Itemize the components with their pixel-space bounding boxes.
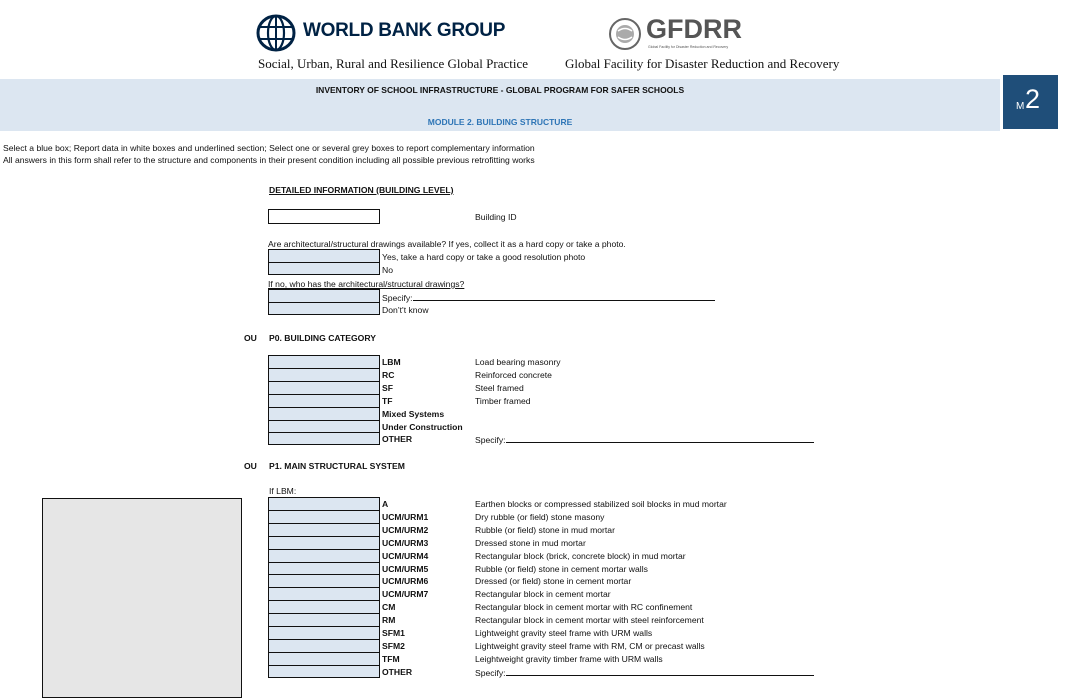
world-bank-name: WORLD BANK GROUP <box>303 20 506 41</box>
instruction-line-1: Select a blue box; Report data in white boxes and underlined section; Select one or several grey boxes to report complementary information <box>3 143 535 153</box>
p0-option-description-text: Reinforced concrete <box>475 369 552 380</box>
p1-option-description-text: Dressed (or field) stone in cement mortar <box>475 576 632 587</box>
p1-option-code: SFM2 <box>382 640 405 651</box>
gfdrr-globe-icon <box>608 17 642 51</box>
p1-blue-box[interactable] <box>268 497 380 678</box>
p1-option-code: TFM <box>382 653 400 664</box>
gfdrr-subtitle: Global Facility for Disaster Reduction and Recovery <box>565 56 840 71</box>
p1-row-divider <box>269 652 379 653</box>
p1-option-description-text: Lightweight gravity steel frame with URM walls <box>475 628 653 638</box>
p0-option-description-text: Steel framed <box>475 382 524 393</box>
p0-option-code: LBM <box>382 357 401 367</box>
p1-option-code: UCM/URM7 <box>382 589 429 600</box>
instruction-line-2: All answers in this form shall refer to the structure and components in their present condition including all possible previous retrofitting works <box>3 155 535 165</box>
p0-row-divider <box>269 368 379 369</box>
who-specify-row[interactable] <box>382 292 715 303</box>
p1-option-description-text: Specify: <box>475 667 506 678</box>
p1-option-description[interactable] <box>475 667 814 678</box>
p1-option-code: UCM/URM1 <box>382 511 429 522</box>
p1-row-divider <box>269 587 379 588</box>
detailed-heading: DETAILED INFORMATION (BUILDING LEVEL) <box>269 185 454 195</box>
module-badge <box>1003 75 1058 129</box>
p1-row-divider <box>269 549 379 550</box>
p1-option-description-text: Leightweight gravity timber frame with URM walls <box>475 653 663 664</box>
p1-option-description <box>475 512 604 522</box>
who-dont-know-label: Don’t't know <box>382 305 429 315</box>
p1-photo-grey-box[interactable] <box>42 498 242 698</box>
banner-title: INVENTORY OF SCHOOL INFRASTRUCTURE - GLOBAL PROGRAM FOR SAFER SCHOOLS <box>315 85 685 95</box>
p0-option-code: Under Construction <box>382 421 463 432</box>
p1-option-description <box>475 641 705 651</box>
p1-specify-line[interactable] <box>506 667 814 676</box>
p0-option-description <box>475 383 524 393</box>
who-specify-line[interactable] <box>413 292 715 301</box>
p1-option-description <box>475 525 615 535</box>
p1-option-code: OTHER <box>382 666 413 677</box>
p1-option-description <box>475 551 686 561</box>
p0-heading: P0. BUILDING CATEGORY <box>269 333 376 343</box>
p1-option-description-text: Rectangular block in cement mortar with steel reinforcement <box>475 615 704 626</box>
p0-option-description <box>475 396 531 406</box>
p1-ou-label: OU <box>244 461 257 471</box>
p1-option-code: UCM/URM2 <box>382 524 429 535</box>
p1-option-description <box>475 628 652 638</box>
drawings-question: Are architectural/structural drawings available? If yes, collect it as a hard copy or take a photo. <box>268 239 626 249</box>
gfdrr-tagline: Global Facility for Disaster Reduction and Recovery <box>648 45 729 49</box>
p1-option-description-text: Dressed stone in mud mortar <box>475 537 586 548</box>
p0-option-description[interactable] <box>475 434 814 445</box>
title-banner <box>0 79 1000 131</box>
p1-option-description <box>475 538 586 548</box>
p1-option-description-text: Earthen blocks or compressed stabilized soil blocks in mud mortar <box>475 499 727 509</box>
p0-row-divider <box>269 394 379 395</box>
p1-option-description <box>475 564 648 574</box>
p1-option-code: SFM1 <box>382 628 405 638</box>
p1-if-lbm: If LBM: <box>269 486 297 496</box>
globe-icon <box>255 14 297 52</box>
gfdrr-name: GFDRR <box>646 14 742 44</box>
p1-row-divider <box>269 665 379 666</box>
p1-option-description-text: Lightweight gravity steel frame with RM, CM or precast walls <box>475 640 705 651</box>
who-question: If no, who has the architectural/structural drawings? <box>268 279 465 289</box>
p1-option-code: UCM/URM6 <box>382 576 429 587</box>
module-badge-number: 2 <box>1025 84 1041 114</box>
p1-option-description <box>475 576 631 586</box>
p0-option-code: SF <box>382 382 393 393</box>
p1-option-description-text: Rubble (or field) stone in cement mortar walls <box>475 563 648 574</box>
p1-option-description <box>475 615 704 625</box>
p1-option-code: A <box>382 499 389 509</box>
p1-option-code: UCM/URM5 <box>382 563 429 574</box>
p0-ou-label: OU <box>244 333 257 343</box>
p1-option-description-text: Dry rubble (or field) stone masony <box>475 511 605 522</box>
p0-option-code: RC <box>382 369 395 380</box>
p1-option-description-text: Rectangular block in cement mortar with RC confinement <box>475 602 693 613</box>
p1-row-divider <box>269 626 379 627</box>
p0-option-description <box>475 357 561 367</box>
building-id-label: Building ID <box>475 212 517 222</box>
p1-row-divider <box>269 562 379 563</box>
p1-option-description-text: Rectangular block in cement mortar <box>475 589 611 600</box>
p0-row-divider <box>269 432 379 433</box>
p1-option-description <box>475 589 611 599</box>
module-badge-prefix: M <box>1016 101 1025 112</box>
p1-row-divider <box>269 600 379 601</box>
p1-option-description <box>475 499 727 509</box>
banner-module: MODULE 2. BUILDING STRUCTURE <box>427 117 573 127</box>
drawings-blue-box[interactable] <box>268 249 380 275</box>
gfdrr-logo <box>608 14 808 54</box>
p0-option-description <box>475 370 552 380</box>
p0-row-divider <box>269 407 379 408</box>
who-specify-label: Specify: <box>382 293 413 303</box>
p1-row-divider <box>269 639 379 640</box>
p1-option-code: UCM/URM3 <box>382 537 429 548</box>
drawings-no-label: No <box>382 265 393 275</box>
p0-row-divider <box>269 420 379 421</box>
p0-option-description-text: Specify: <box>475 435 506 446</box>
drawings-yes-label: Yes, take a hard copy or take a good resolution photo <box>382 252 586 262</box>
p1-row-divider <box>269 536 379 537</box>
p1-option-description-text: Rectangular block (brick, concrete block) in mud mortar <box>475 550 686 561</box>
p0-option-code: TF <box>382 395 393 406</box>
p1-option-description <box>475 654 663 664</box>
p1-option-code: UCM/URM4 <box>382 550 429 561</box>
p1-row-divider <box>269 574 379 575</box>
p1-option-description-text: Rubble (or field) stone in mud mortar <box>475 524 615 535</box>
p0-blue-box[interactable] <box>268 355 380 445</box>
who-blue-box[interactable] <box>268 289 380 315</box>
p1-option-description <box>475 602 692 612</box>
p1-row-divider <box>269 523 379 524</box>
p0-specify-line[interactable] <box>506 434 814 443</box>
building-id-field[interactable] <box>268 209 380 224</box>
p1-row-divider <box>269 510 379 511</box>
p1-row-divider <box>269 613 379 614</box>
world-bank-subtitle: Social, Urban, Rural and Resilience Global Practice <box>258 56 529 71</box>
p0-option-description-text: Load bearing masonry <box>475 357 561 367</box>
p1-option-code: CM <box>382 602 396 613</box>
p1-heading: P1. MAIN STRUCTURAL SYSTEM <box>269 461 405 471</box>
p0-option-code: Mixed Systems <box>382 408 445 419</box>
world-bank-logo <box>255 14 555 54</box>
p1-option-code: RM <box>382 615 396 626</box>
p0-option-description-text: Timber framed <box>475 395 531 406</box>
p0-option-code: OTHER <box>382 434 413 445</box>
p0-row-divider <box>269 381 379 382</box>
